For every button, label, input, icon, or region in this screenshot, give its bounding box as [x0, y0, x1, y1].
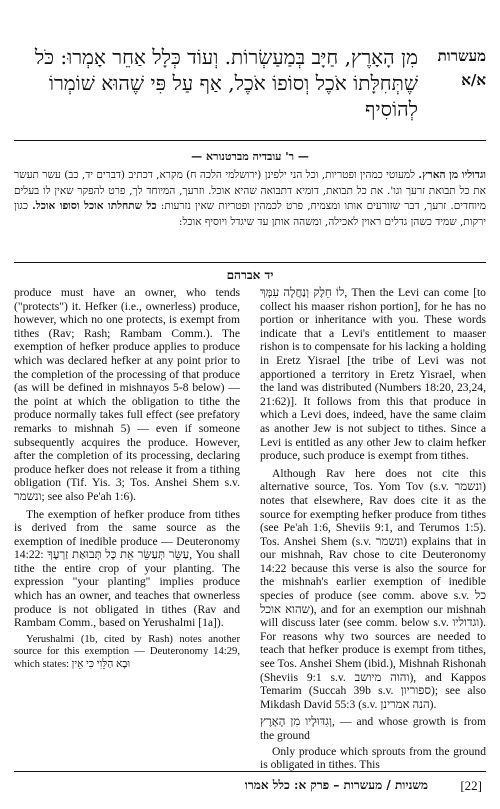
mishnah-reference: מעשרות א/א	[437, 47, 486, 89]
right-paragraph: לוֹ חֵלֶק וְנַחֲלָה עִמָּךְ, Then the Levi can come [to collect his maaser rishon portion], for he has no portion or inheritance with you. These words indicate that a Levi's entitlement to maaser rishon is to compensate for his lacking a holding in Eretz Yisrael [the tribe of Levi was not apportioned a territory in Eretz Yisrael, when the land was distributed (Numbers 18:20, 23,24, 21:62)]. It follows from this that produce in which a Levi does, indeed, have the same claim as another Jew is not subject to tithes. Since a Levi is entitled as any other Jew to claim hefker produce, such produce is exempt from tithes.	[260, 286, 486, 463]
footer-divider	[14, 771, 486, 772]
running-title: משניות / מעשרות – פרק א: כלל אמרו	[244, 778, 428, 792]
mishnah-block	[14, 44, 486, 136]
left-paragraph: Yerushalmi (1b, cited by Rash) notes another source for this exemption — Deuteronomy 14:29, which states: וּבָא הַלֵּוִי כִּי אֵין	[14, 633, 240, 670]
right-paragraph: Only produce which sprouts from the ground is obligated in tithes. This	[260, 744, 486, 772]
divider-top	[14, 140, 486, 141]
left-paragraph: produce must have an owner, who tends ("protects") it. Hefker (i.e., ownerless) produce, however, which no one protects, is exempt from tithes (Rav; Rash; Rambam Comm.). The exemption of hefker produce applies to produce which was declared hefker at any point prior to the completion of the processing of that produce (as will be defined in mishnayos 5-8 below) — the point at which the obligation to tithe the produce normally takes full effect (see prefatory remarks to mishnah 5) — even if someone subsequently acquires the produce. However, after the completion of its processing, declaring produce hefker does not release it from a tithing obligation (Tif. Yis. 3; Tos. Anshei Shem s.v. ונשמר; see also Pe'ah 1:6).	[14, 286, 240, 503]
footer	[14, 778, 486, 798]
bartenura-text-2: כגון ירקות, שמיד כשהן גדלים ראוין לאכילה, ומשהה אותן עד שיגדל ויוסיף אוכל:	[14, 200, 486, 228]
right-paragraph: Although Rav here does not cite this alternative source, Tos. Yom Tov (s.v. ונשמר) notes that elsewhere, Rav does cite it as the source for exempting hefker produce from tithes (see Pe'ah 1:6, Sheviis 9:1, and Terumos 1:5). Tos. Anshei Shem (s.v. ונשמר) explains that in our mishnah, Rav chose to cite Deuteronomy 14:22 because this verse is also the source for the mishnah's earlier exemption of inedible species of produce (see comm. above s.v. כל שהוא אוכל), and for an exemption our mishnah will discuss later (see comm. below s.v. וגדוליו). For reasons why two sources are needed to teach that hefker produce is exempt from tithes, see Tos. Anshei Shem (ibid.), Mishnah Rishonah (Sheviis 9:1 s.v. והוה מיושב), and Kappos Temarim (Succah 39b s.v. ספוריון); see also Mikdash David 55:3 (s.v. הנה אמרינן).	[260, 466, 487, 711]
right-lemma-heading: וְגִדּוּלָיו מִן הָאָרֶץ, — and whose growth is from the ground	[260, 715, 486, 742]
bartenura-commentary	[14, 168, 486, 230]
left-paragraph: The exemption of hefker produce from tithes is derived from the same source as the exemption of inedible produce — Deuteronomy 14:22: עַשֵּׂר תְּעַשֵּׂר אֵת כָּל תְּבוּאַת זַרְעֶךָ, You shall tithe the entire crop of your planting. The expression "your planting" implies produce which has an owner, and teaches that ownerless produce is not obligated in tithes (Rav and Rambam Comm., based on Yerushalmi [1a]).	[14, 507, 240, 630]
bartenura-header: — ר' עובדיה מברטנורא —	[191, 150, 309, 163]
page-number: [22]	[460, 778, 482, 793]
bartenura-text-1: למעוטי כמהין ופטריות, וכל הני ילפינן (ירושלמי הלכה ח) מקרא, דכתיב (דברים יד, כב) עשר תעשר את כל תבואת זרעך וגו'. את כל תבואת, דומיא דתבואה שהיא אוכל. וזרעך, המיוחד לך, פרט להפקר שאין לו בעלים מיוחדים. זרעך, דבר שזורעים אותו ומצמיח, פרט לכמהין ופטריות שאין נזרעות:	[14, 169, 486, 212]
yad-avraham-columns	[14, 286, 487, 772]
bartenura-lemma-2: כל שתחלתו אוכל וסופו אוכל.	[32, 200, 157, 212]
divider-middle	[14, 262, 486, 263]
mishnah-text: מִן הָאָרֶץ, חַיָּב בְּמַעַשְׂרוֹת. וְעוֹד כְּלָל אַחֵר אָמְרוּ: כֹּל שֶׁתְּחִלָּתוֹ אֹכֶל וְסוֹפוֹ אֹכֶל, אַף עַל פִּי שֶׁהוּא שׁוֹמְרוֹ לְהוֹסִיף	[34, 45, 418, 121]
bartenura-lemma-1: וגדוליו מן הארץ.	[418, 169, 486, 181]
yad-avraham-header: יד אברהם	[226, 268, 274, 282]
left-column	[14, 286, 240, 675]
right-column	[260, 286, 486, 776]
